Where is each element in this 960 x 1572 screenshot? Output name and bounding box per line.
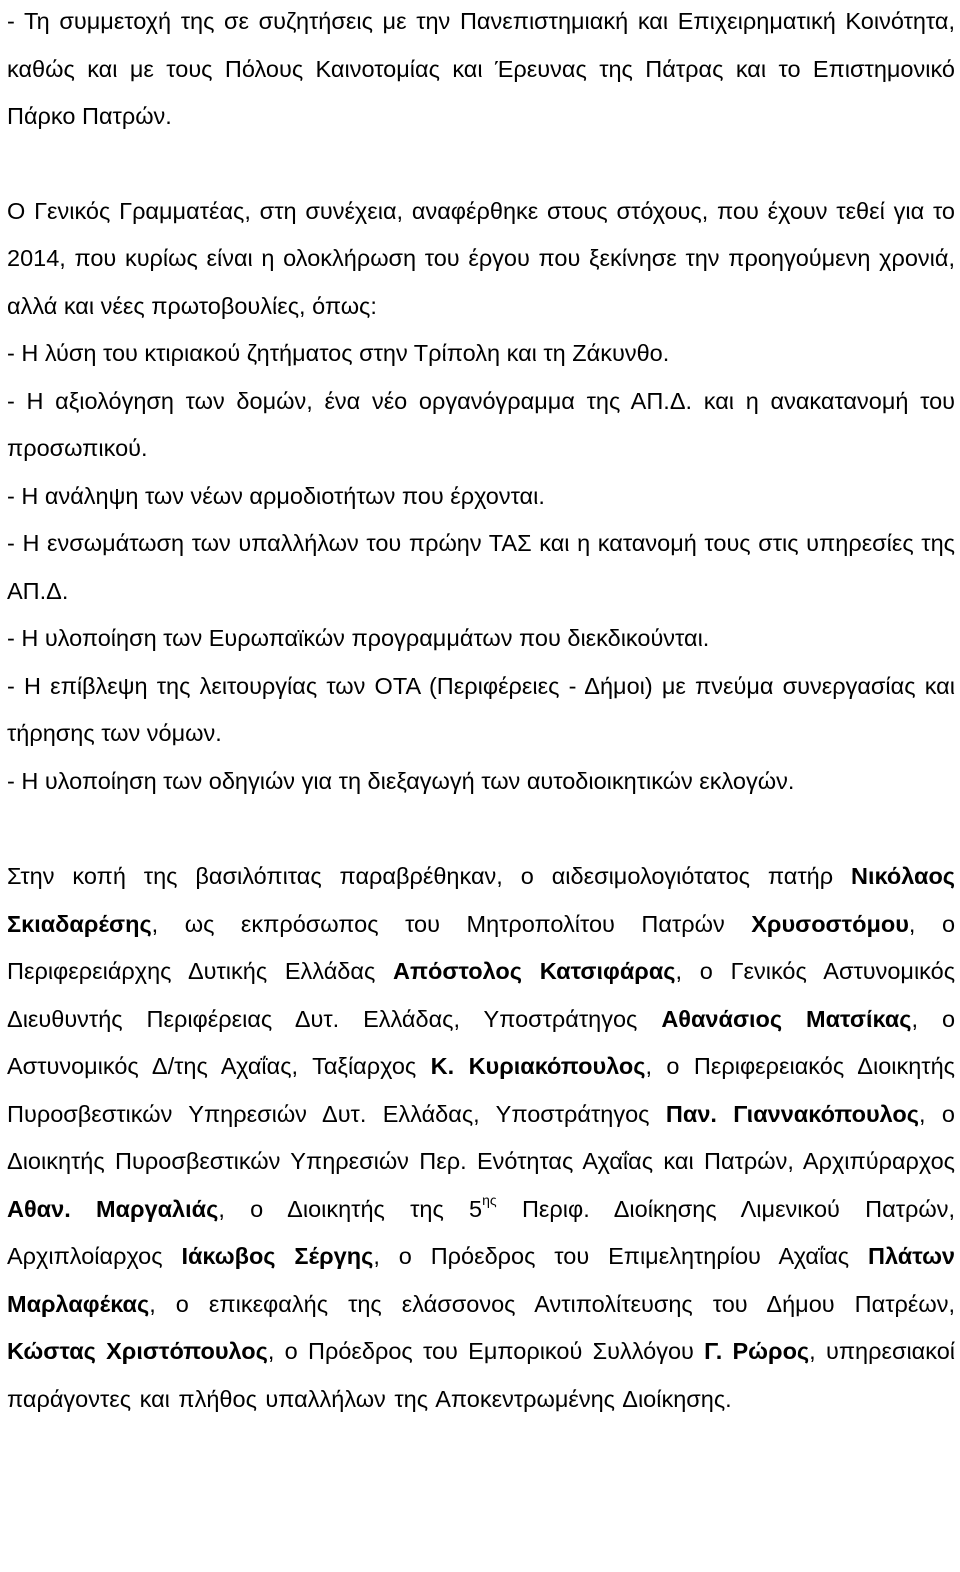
goals-intro-paragraph: Ο Γενικός Γραμματέας, στη συνέχεια, αναφέρθηκε στους στόχους, που έχουν τεθεί για το 2014, που κυρίως είναι η ολοκλήρωση του έργου που ξεκίνησε την προηγούμενη χρονιά, αλλά και νέες πρωτοβουλίες, όπως: xyxy=(7,197,955,319)
attendee-name: Πλάτων Μαρλαφέκας xyxy=(7,1243,955,1317)
attendee-name: Χρυσοστόμου xyxy=(751,910,909,937)
intro-paragraph: - Τη συμμετοχή της σε συζητήσεις με την Πανεπιστημιακή και Επιχειρηματική Κοινότητα, καθώς και με τους Πόλους Καινοτομίας και Έρευνας της Πάτρας και το Επιστημονικό Πάρκο Πατρών. xyxy=(7,8,955,129)
document-page xyxy=(7,0,955,1423)
attendee-name: Κώστας Χριστόπουλος xyxy=(7,1338,268,1364)
attendee-name: Γ. Ρώρος xyxy=(704,1338,810,1364)
attendee-name: Ιάκωβος Σέργης xyxy=(181,1243,374,1269)
goal-item: - Η ενσωμάτωση των υπαλλήλων του πρώην ΤΑΣ και η κατανομή τους στις υπηρεσίες της ΑΠ.Δ. xyxy=(7,530,955,604)
goal-item: - Η υλοποίηση των οδηγιών για τη διεξαγωγή των αυτοδιοικητικών εκλογών. xyxy=(7,767,795,794)
goal-item: - Η υλοποίηση των Ευρωπαϊκών προγραμμάτων που διεκδικούνται. xyxy=(7,625,710,651)
attendee-name: Νικόλαος Σκιαδαρέσης xyxy=(7,863,956,937)
attendee-name: Απόστολος Κατσιφάρας xyxy=(393,958,676,984)
attendee-name: Παν. Γιαννακόπουλος xyxy=(665,1100,919,1127)
attendee-name: Αθαν. Μαργαλιάς xyxy=(7,1195,219,1222)
attendee-name: Αθανάσιος Ματσίκας xyxy=(661,1005,912,1032)
goal-item: - Η αξιολόγηση των δομών, ένα νέο οργανόγραμμα της ΑΠ.Δ. και η ανακατανομή του προσωπικού. xyxy=(7,387,955,461)
goal-item: - Η ανάληψη των νέων αρμοδιοτήτων που έρχονται. xyxy=(7,482,545,509)
goal-item: - Η λύση του κτιριακού ζητήματος στην Τρίπολη και τη Ζάκυνθο. xyxy=(7,340,670,366)
paragraph-spacer xyxy=(7,141,955,188)
attendees-paragraph: Στην κοπή της βασιλόπιτας παραβρέθηκαν, ο αιδεσιμολογιότατος πατήρ Νικόλαος Σκιαδαρέσης, ως εκπρόσωπος του Μητροπολίτου Πατρών Χρυσοστόμου, ο Περιφερειάρχης Δυτικής Ελλάδας Απόστολος Κατσιφάρας, ο Γενικός Αστυνομικός Διευθυντής Περιφέρειας Δυτ. Ελλάδας, Υποστράτηγος Αθανάσιος Ματσίκας, ο Αστυνομικός Δ/της Αχαΐας, Ταξίαρχος Κ. Κυριακόπουλος, ο Περιφερειακός Διοικητής Πυροσβεστικών Υπηρεσιών Δυτ. Ελλάδας, Υποστράτηγος Παν. Γιαννακόπουλος, ο Διοικητής Πυροσβεστικών Υπηρεσιών Περ. Ενότητας Αχαΐας και Πατρών, Αρχιπύραρχος Αθαν. Μαργαλιάς, ο Διοικητής της $5^{\eta\varsigma}$ Περιφ. Διοίκησης Λιμενικού Πατρών, Αρχιπλοίαρχος Ιάκωβος Σέργης, ο Πρόεδρος του Επιμελητηρίου Αχαΐας Πλάτων Μαρλαφέκας, ο επικεφαλής της ελάσσονος Αντιπολίτευσης του Δήμου Πατρέων, Κώστας Χριστόπουλος, ο Πρόεδρος του Εμπορικού Συλλόγου Γ. Ρώρος, υπηρεσιακοί παράγοντες και πλήθος υπαλλήλων της Αποκεντρωμένης Διοίκησης. xyxy=(7,863,956,1412)
goal-item: - Η επίβλεψη της λειτουργίας των ΟΤΑ (Περιφέρειες - Δήμοι) με πνεύμα συνεργασίας και τήρησης των νόμων. xyxy=(7,672,955,746)
paragraph-spacer xyxy=(7,805,955,853)
ordinal-suffix: ης xyxy=(482,1191,497,1208)
goals-list xyxy=(7,330,955,805)
attendee-name: Κ. Κυριακόπουλος xyxy=(430,1053,646,1079)
